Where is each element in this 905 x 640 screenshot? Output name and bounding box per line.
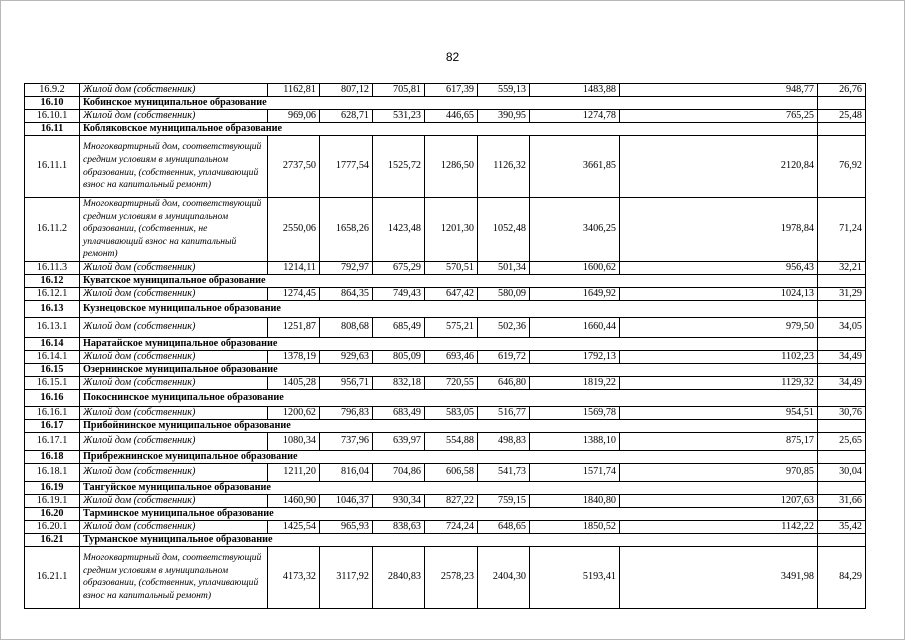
value-cell: 639,97 [373,432,425,450]
value-cell: 965,93 [320,520,373,533]
value-cell: 1080,34 [268,432,320,450]
row-code: 16.11.3 [25,261,80,274]
row-code: 16.20.1 [25,520,80,533]
value-cell: 1658,26 [320,198,373,262]
value-cell: 498,83 [478,432,530,450]
value-cell: 1251,87 [268,317,320,337]
section-row [25,123,866,136]
table-row [25,350,866,363]
value-cell: 2578,23 [425,546,478,608]
value-cell: 1046,37 [320,494,373,507]
value-cell: 969,06 [268,110,320,123]
row-code: 16.14.1 [25,350,80,363]
value-cell: 816,04 [320,463,373,481]
value-cell: 34,49 [818,376,866,389]
table-row [25,110,866,123]
value-cell: 34,05 [818,317,866,337]
row-description: Многоквартирный дом, соответствующий средним условиям в муниципальном образовании, (собственник, уплачивающий взнос на капитальный ремонт) [80,136,268,198]
section-name: Турманское муниципальное образование [80,533,818,546]
value-cell: 954,51 [620,406,818,419]
row-code: 16.18.1 [25,463,80,481]
section-name: Покоснинское муниципальное образование [80,389,818,406]
value-cell: 2737,50 [268,136,320,198]
section-name: Наратайское муниципальное образование [80,337,818,350]
value-cell: 807,12 [320,84,373,97]
value-cell: 1274,45 [268,287,320,300]
section-code: 16.18 [25,450,80,463]
row-description: Многоквартирный дом, соответствующий средним условиям в муниципальном образовании, (собственник, не уплачивающий взнос на капитальный ремонт) [80,198,268,262]
value-cell: 35,42 [818,520,866,533]
row-description: Жилой дом (собственник) [80,376,268,389]
value-cell: 838,63 [373,520,425,533]
section-name: Прибойнинское муниципальное образование [80,419,818,432]
value-cell: 724,24 [425,520,478,533]
value-cell: 704,86 [373,463,425,481]
row-description: Жилой дом (собственник) [80,261,268,274]
value-cell: 1525,72 [373,136,425,198]
section-blank-cell [818,419,866,432]
page-number: 82 [445,50,460,64]
section-row [25,419,866,432]
value-cell: 31,66 [818,494,866,507]
value-cell: 796,83 [320,406,373,419]
section-blank-cell [818,450,866,463]
row-description: Жилой дом (собственник) [80,432,268,450]
value-cell: 31,29 [818,287,866,300]
value-cell: 1126,32 [478,136,530,198]
section-blank-cell [818,97,866,110]
value-cell: 619,72 [478,350,530,363]
value-cell: 1286,50 [425,136,478,198]
value-cell: 648,65 [478,520,530,533]
section-row [25,533,866,546]
section-blank-cell [818,300,866,317]
value-cell: 71,24 [818,198,866,262]
value-cell: 1201,30 [425,198,478,262]
section-code: 16.16 [25,389,80,406]
value-cell: 1649,92 [530,287,620,300]
value-cell: 541,73 [478,463,530,481]
section-row [25,481,866,494]
section-name: Тангуйское муниципальное образование [80,481,818,494]
value-cell: 1571,74 [530,463,620,481]
section-row [25,300,866,317]
value-cell: 693,46 [425,350,478,363]
value-cell: 26,76 [818,84,866,97]
section-row [25,389,866,406]
table-row [25,494,866,507]
table-row [25,317,866,337]
value-cell: 390,95 [478,110,530,123]
section-code: 16.11 [25,123,80,136]
value-cell: 765,25 [620,110,818,123]
row-code: 16.12.1 [25,287,80,300]
section-row [25,450,866,463]
value-cell: 3117,92 [320,546,373,608]
value-cell: 685,49 [373,317,425,337]
section-blank-cell [818,337,866,350]
table-row [25,136,866,198]
value-cell: 25,48 [818,110,866,123]
row-code: 16.17.1 [25,432,80,450]
section-blank-cell [818,481,866,494]
value-cell: 76,92 [818,136,866,198]
value-cell: 720,55 [425,376,478,389]
row-code: 16.13.1 [25,317,80,337]
table-row [25,287,866,300]
section-code: 16.10 [25,97,80,110]
value-cell: 864,35 [320,287,373,300]
table-row [25,376,866,389]
row-code: 16.9.2 [25,84,80,97]
value-cell: 1200,62 [268,406,320,419]
tariff-table [24,83,866,609]
value-cell: 749,43 [373,287,425,300]
section-row [25,97,866,110]
value-cell: 675,29 [373,261,425,274]
row-description: Жилой дом (собственник) [80,520,268,533]
value-cell: 30,04 [818,463,866,481]
value-cell: 759,15 [478,494,530,507]
value-cell: 3661,85 [530,136,620,198]
value-cell: 2840,83 [373,546,425,608]
value-cell: 1129,32 [620,376,818,389]
section-row [25,507,866,520]
value-cell: 1405,28 [268,376,320,389]
value-cell: 84,29 [818,546,866,608]
value-cell: 5193,41 [530,546,620,608]
value-cell: 446,65 [425,110,478,123]
value-cell: 1162,81 [268,84,320,97]
row-description: Жилой дом (собственник) [80,110,268,123]
value-cell: 575,21 [425,317,478,337]
value-cell: 2404,30 [478,546,530,608]
value-cell: 559,13 [478,84,530,97]
value-cell: 1777,54 [320,136,373,198]
value-cell: 647,42 [425,287,478,300]
row-description: Жилой дом (собственник) [80,317,268,337]
value-cell: 930,34 [373,494,425,507]
value-cell: 1850,52 [530,520,620,533]
section-code: 16.19 [25,481,80,494]
section-blank-cell [818,389,866,406]
value-cell: 34,49 [818,350,866,363]
section-blank-cell [818,507,866,520]
value-cell: 1792,13 [530,350,620,363]
value-cell: 705,81 [373,84,425,97]
value-cell: 827,22 [425,494,478,507]
value-cell: 501,34 [478,261,530,274]
section-code: 16.15 [25,363,80,376]
value-cell: 2120,84 [620,136,818,198]
value-cell: 1978,84 [620,198,818,262]
value-cell: 516,77 [478,406,530,419]
row-description: Жилой дом (собственник) [80,463,268,481]
table-row [25,463,866,481]
value-cell: 531,23 [373,110,425,123]
value-cell: 580,09 [478,287,530,300]
value-cell: 1024,13 [620,287,818,300]
section-code: 16.21 [25,533,80,546]
value-cell: 805,09 [373,350,425,363]
value-cell: 606,58 [425,463,478,481]
section-row [25,363,866,376]
section-blank-cell [818,274,866,287]
table-row [25,546,866,608]
value-cell: 32,21 [818,261,866,274]
value-cell: 1207,63 [620,494,818,507]
value-cell: 1660,44 [530,317,620,337]
value-cell: 1211,20 [268,463,320,481]
row-code: 16.19.1 [25,494,80,507]
value-cell: 956,43 [620,261,818,274]
row-description: Жилой дом (собственник) [80,406,268,419]
section-code: 16.12 [25,274,80,287]
row-description: Жилой дом (собственник) [80,494,268,507]
value-cell: 554,88 [425,432,478,450]
value-cell: 1569,78 [530,406,620,419]
value-cell: 1214,11 [268,261,320,274]
value-cell: 948,77 [620,84,818,97]
row-code: 16.15.1 [25,376,80,389]
value-cell: 1142,22 [620,520,818,533]
table-row [25,406,866,419]
section-code: 16.13 [25,300,80,317]
value-cell: 808,68 [320,317,373,337]
section-name: Куватское муниципальное образование [80,274,818,287]
section-name: Кузнецовское муниципальное образование [80,300,818,317]
section-name: Кобинское муниципальное образование [80,97,818,110]
value-cell: 646,80 [478,376,530,389]
table-row [25,432,866,450]
value-cell: 1388,10 [530,432,620,450]
section-name: Озернинское муниципальное образование [80,363,818,376]
value-cell: 979,50 [620,317,818,337]
value-cell: 832,18 [373,376,425,389]
section-blank-cell [818,123,866,136]
value-cell: 737,96 [320,432,373,450]
value-cell: 30,76 [818,406,866,419]
row-code: 16.10.1 [25,110,80,123]
section-code: 16.20 [25,507,80,520]
row-code: 16.21.1 [25,546,80,608]
value-cell: 683,49 [373,406,425,419]
value-cell: 1483,88 [530,84,620,97]
row-code: 16.11.1 [25,136,80,198]
table-row [25,520,866,533]
section-row [25,337,866,350]
value-cell: 929,63 [320,350,373,363]
value-cell: 792,97 [320,261,373,274]
value-cell: 1423,48 [373,198,425,262]
row-code: 16.16.1 [25,406,80,419]
row-description: Многоквартирный дом, соответствующий средним условиям в муниципальном образовании, (собственник, уплачивающий взнос на капитальный ремонт) [80,546,268,608]
value-cell: 502,36 [478,317,530,337]
table-row [25,198,866,262]
section-blank-cell [818,533,866,546]
value-cell: 970,85 [620,463,818,481]
section-name: Кобляковское муниципальное образование [80,123,818,136]
value-cell: 1052,48 [478,198,530,262]
value-cell: 1600,62 [530,261,620,274]
value-cell: 956,71 [320,376,373,389]
table-row [25,84,866,97]
value-cell: 4173,32 [268,546,320,608]
table-body [25,84,866,609]
row-description: Жилой дом (собственник) [80,84,268,97]
value-cell: 1425,54 [268,520,320,533]
value-cell: 3406,25 [530,198,620,262]
value-cell: 617,39 [425,84,478,97]
value-cell: 583,05 [425,406,478,419]
table-row [25,261,866,274]
row-description: Жилой дом (собственник) [80,350,268,363]
value-cell: 3491,98 [620,546,818,608]
value-cell: 1840,80 [530,494,620,507]
value-cell: 1378,19 [268,350,320,363]
section-code: 16.17 [25,419,80,432]
value-cell: 1460,90 [268,494,320,507]
section-name: Прибрежнинское муниципальное образование [80,450,818,463]
value-cell: 25,65 [818,432,866,450]
section-blank-cell [818,363,866,376]
value-cell: 570,51 [425,261,478,274]
section-name: Тарминское муниципальное образование [80,507,818,520]
value-cell: 1819,22 [530,376,620,389]
value-cell: 1274,78 [530,110,620,123]
value-cell: 875,17 [620,432,818,450]
value-cell: 1102,23 [620,350,818,363]
row-code: 16.11.2 [25,198,80,262]
section-code: 16.14 [25,337,80,350]
section-row [25,274,866,287]
row-description: Жилой дом (собственник) [80,287,268,300]
value-cell: 2550,06 [268,198,320,262]
value-cell: 628,71 [320,110,373,123]
